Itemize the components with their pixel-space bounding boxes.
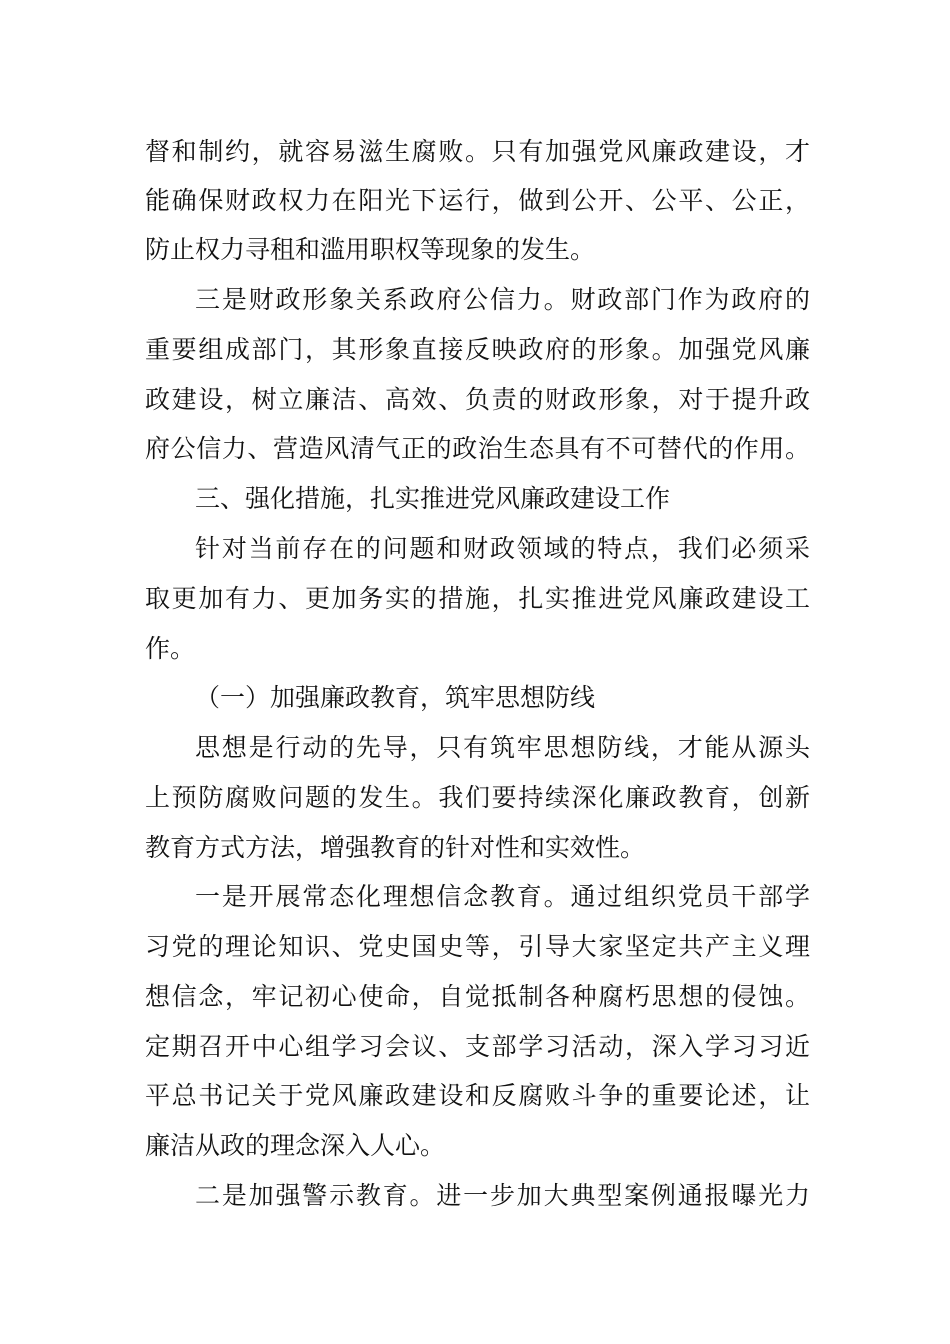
- body-text-line: 二是加强警示教育。进一步加大典型案例通报曝光力: [195, 1181, 810, 1210]
- body-text-line: 上预防腐败问题的发生。我们要持续深化廉政教育，创新: [145, 783, 810, 812]
- body-text-line: 习党的理论知识、党史国史等，引导大家坚定共产主义理: [145, 932, 810, 961]
- subsection-heading: （一）加强廉政教育，筑牢思想防线: [195, 683, 596, 712]
- body-text-line: 政建设，树立廉洁、高效、负责的财政形象，对于提升政: [145, 385, 810, 414]
- section-heading: 三、强化措施，扎实推进党风廉政建设工作: [195, 484, 671, 513]
- body-text-line: 能确保财政权力在阳光下运行，做到公开、公平、公正，: [145, 186, 810, 215]
- body-text-line: 廉洁从政的理念深入人心。: [145, 1131, 446, 1160]
- body-text-line: 防止权力寻租和滥用职权等现象的发生。: [145, 235, 596, 264]
- body-text-line: 督和制约，就容易滋生腐败。只有加强党风廉政建设，才: [145, 137, 810, 166]
- body-text-line: 取更加有力、更加务实的措施，扎实推进党风廉政建设工: [145, 584, 810, 613]
- body-text-line: 府公信力、营造风清气正的政治生态具有不可替代的作用。: [145, 434, 810, 463]
- body-text-line: 平总书记关于党风廉政建设和反腐败斗争的重要论述，让: [145, 1081, 810, 1110]
- body-text-line: 定期召开中心组学习会议、支部学习活动，深入学习习近: [145, 1032, 810, 1061]
- body-text-line: 教育方式方法，增强教育的针对性和实效性。: [145, 833, 646, 862]
- body-text-line: 三是财政形象关系政府公信力。财政部门作为政府的: [195, 285, 810, 314]
- body-text-line: 重要组成部门，其形象直接反映政府的形象。加强党风廉: [145, 335, 810, 364]
- body-text-line: 一是开展常态化理想信念教育。通过组织党员干部学: [195, 882, 810, 911]
- body-text-line: 想信念，牢记初心使命，自觉抵制各种腐朽思想的侵蚀。: [145, 982, 810, 1011]
- body-text-line: 思想是行动的先导，只有筑牢思想防线，才能从源头: [195, 733, 810, 762]
- body-text-line: 作。: [145, 634, 196, 663]
- body-text-line: 针对当前存在的问题和财政领域的特点，我们必须采: [195, 534, 810, 563]
